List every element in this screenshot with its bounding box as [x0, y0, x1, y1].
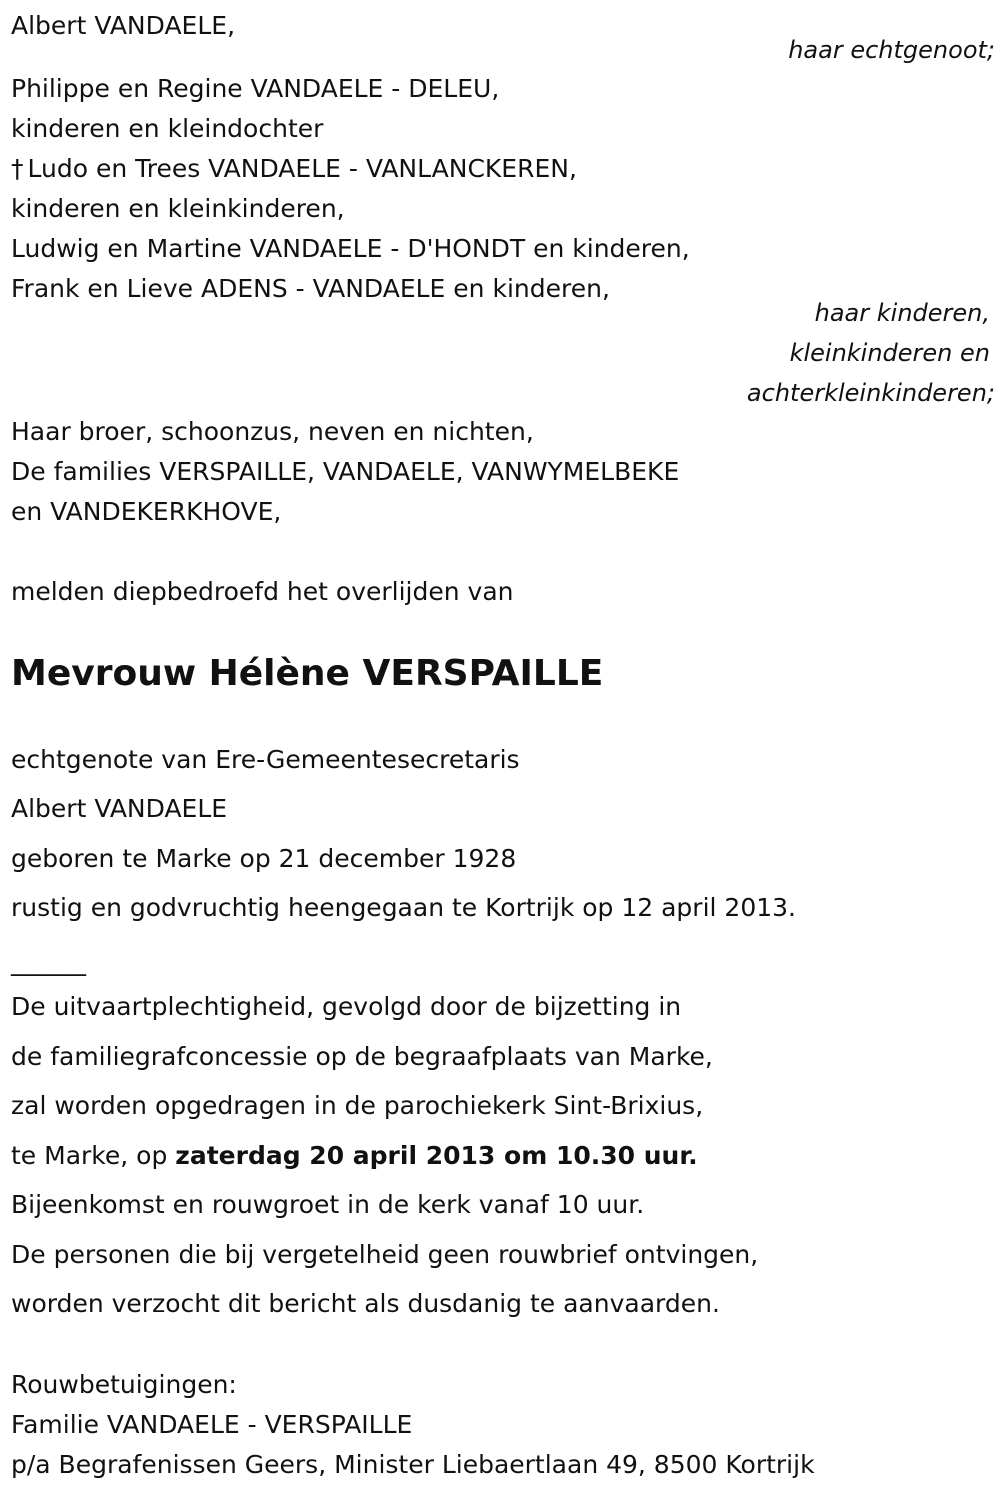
funeral-line-2: de familiegrafconcessie op de begraafplaats van Marke,	[11, 1042, 713, 1071]
spouse-name: Albert VANDAELE,	[11, 11, 236, 40]
children-role-3: achterkleinkinderen;	[746, 379, 995, 407]
funeral-line-3: zal worden opgedragen in de parochiekerk Sint-Brixius,	[11, 1091, 704, 1120]
relatives-line-2: De families VERSPAILLE, VANDAELE, VANWYMELBEKE	[11, 457, 680, 486]
child-line-2: kinderen en kleindochter	[11, 114, 324, 143]
funeral-date-prefix: te Marke, op	[11, 1141, 176, 1170]
child-line-4: kinderen en kleinkinderen,	[11, 194, 345, 223]
child-line-3	[11, 154, 577, 184]
children-role-2: kleinkinderen en	[789, 339, 990, 367]
child-line-5: Ludwig en Martine VANDAELE - D'HONDT en kinderen,	[11, 234, 690, 263]
spouse-role: haar echtgenoot;	[788, 36, 995, 64]
funeral-date: zaterdag 20 april 2013 om 10.30 uur.	[175, 1141, 698, 1170]
funeral-after-2: De personen die bij vergetelheid geen rouwbrief ontvingen,	[11, 1240, 759, 1269]
deceased-name: Mevrouw Hélène VERSPAILLE	[11, 653, 604, 694]
condolences-address: p/a Begrafenissen Geers, Minister Liebaertlaan 49, 8500 Kortrijk	[11, 1450, 815, 1479]
relatives-line-1: Haar broer, schoonzus, neven en nichten,	[11, 417, 534, 446]
deceased-detail-1: echtgenote van Ere-Gemeentesecretaris	[11, 745, 520, 774]
condolences-family: Familie VANDAELE - VERSPAILLE	[11, 1410, 413, 1439]
cross-icon: †	[11, 154, 24, 183]
child-line-3-text: Ludo en Trees VANDAELE - VANLANCKEREN,	[27, 154, 577, 183]
child-line-6: Frank en Lieve ADENS - VANDAELE en kinderen,	[11, 274, 610, 303]
funeral-line-1: De uitvaartplechtigheid, gevolgd door de bijzetting in	[11, 992, 682, 1021]
deceased-detail-3: geboren te Marke op 21 december 1928	[11, 844, 517, 873]
children-role-1: haar kinderen,	[814, 299, 990, 327]
deceased-detail-2: Albert VANDAELE	[11, 794, 228, 823]
funeral-after-3: worden verzocht dit bericht als dusdanig te aanvaarden.	[11, 1289, 720, 1318]
deceased-detail-4: rustig en godvruchtig heengegaan te Kortrijk op 12 april 2013.	[11, 893, 796, 922]
announcement: melden diepbedroefd het overlijden van	[11, 577, 514, 606]
relatives-line-3: en VANDEKERKHOVE,	[11, 497, 282, 526]
funeral-after-1: Bijeenkomst en rouwgroet in de kerk vanaf 10 uur.	[11, 1190, 645, 1219]
separator: ______	[11, 947, 86, 976]
funeral-date-line	[11, 1141, 698, 1171]
child-line-1: Philippe en Regine VANDAELE - DELEU,	[11, 74, 500, 103]
condolences-label: Rouwbetuigingen:	[11, 1370, 237, 1399]
